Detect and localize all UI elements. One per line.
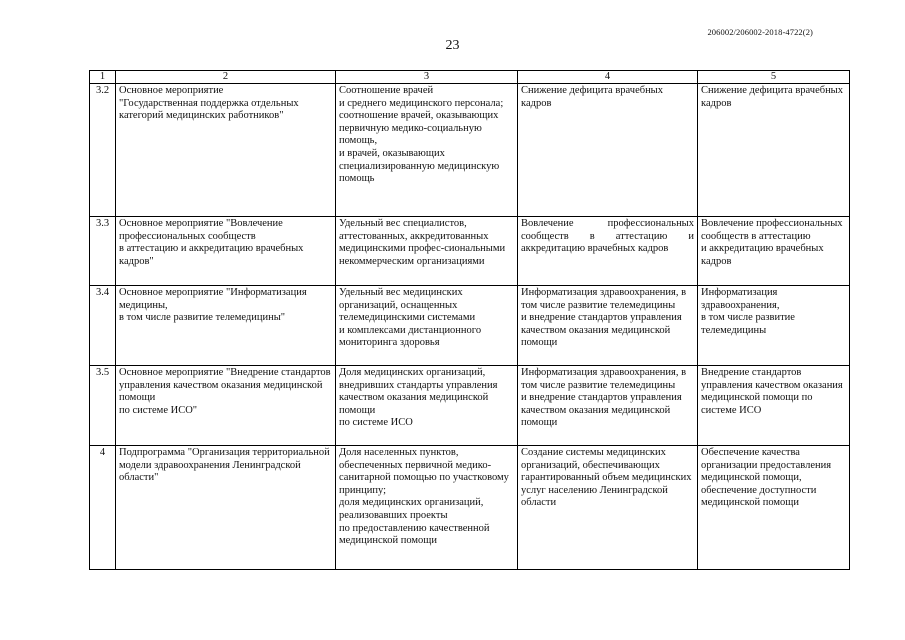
result-cell: Вовлечение профессиональных сообществ в аттестацию и аккредитацию врачебных кадров: [518, 217, 698, 286]
measure-name-cell: Основное мероприятие "Вовлечение профессиональных сообществ в аттестацию и аккредитацию врачебных кадров": [116, 217, 336, 286]
indicator-cell: Удельный вес медицинских организаций, оснащенных телемедицинскими системами и комплексами дистанционного мониторинга здоровья: [336, 286, 518, 366]
outcome-cell: Информатизация здравоохранения, в том числе развитие телемедицины: [698, 286, 850, 366]
measures-table: [89, 70, 850, 570]
table-row: [90, 446, 850, 570]
row-number: 4: [90, 446, 116, 570]
column-header: 4: [518, 71, 698, 84]
table-row: [90, 286, 850, 366]
document-id: 206002/206002-2018-4722(2): [707, 27, 813, 37]
indicator-cell: Доля медицинских организаций, внедривших стандарты управления качеством оказания медицинской помощи по системе ИСО: [336, 366, 518, 446]
column-header: 2: [116, 71, 336, 84]
outcome-cell: Снижение дефицита врачебных кадров: [698, 84, 850, 217]
indicator-cell: Доля населенных пунктов, обеспеченных первичной медико-санитарной помощью по участковому принципу; доля медицинских организаций, реализовавших проекты по предоставлению качественной медицинской помощи: [336, 446, 518, 570]
result-cell: Снижение дефицита врачебных кадров: [518, 84, 698, 217]
row-number: 3.3: [90, 217, 116, 286]
result-cell: Информатизация здравоохранения, в том числе развитие телемедицины и внедрение стандартов управления качеством оказания медицинской помощи: [518, 366, 698, 446]
column-header: 3: [336, 71, 518, 84]
page-number: 23: [445, 38, 460, 53]
table-row: [90, 84, 850, 217]
row-number: 3.2: [90, 84, 116, 217]
column-header: 5: [698, 71, 850, 84]
measure-name-cell: Подпрограмма "Организация территориальной модели здравоохранения Ленинградской области": [116, 446, 336, 570]
row-number: 3.4: [90, 286, 116, 366]
table-row: [90, 366, 850, 446]
result-cell: Информатизация здравоохранения, в том числе развитие телемедицины и внедрение стандартов управления качеством оказания медицинской помощи: [518, 286, 698, 366]
row-number: 3.5: [90, 366, 116, 446]
outcome-cell: Вовлечение профессиональных сообществ в аттестацию и аккредитацию врачебных кадров: [698, 217, 850, 286]
measure-name-cell: Основное мероприятие "Внедрение стандартов управления качеством оказания медицинской помощи по системе ИСО": [116, 366, 336, 446]
indicator-cell: Соотношение врачей и среднего медицинского персонала; соотношение врачей, оказывающих первичную медико-социальную помощь, и врачей, оказывающих специализированную медицинскую помощь: [336, 84, 518, 217]
result-cell: Создание системы медицинских организаций, обеспечивающих гарантированный объем медицинских услуг населению Ленинградской области: [518, 446, 698, 570]
measure-name-cell: Основное мероприятие "Информатизация медицины, в том числе развитие телемедицины": [116, 286, 336, 366]
outcome-cell: Обеспечение качества организации предоставления медицинской помощи, обеспечение доступности медицинской помощи: [698, 446, 850, 570]
table-row: [90, 217, 850, 286]
outcome-cell: Внедрение стандартов управления качеством оказания медицинской помощи по системе ИСО: [698, 366, 850, 446]
table-header-row: [90, 71, 850, 84]
column-header: 1: [90, 71, 116, 84]
indicator-cell: Удельный вес специалистов, аттестованных, аккредитованных медицинскими профес-сиональными некоммерческим организациями: [336, 217, 518, 286]
measure-name-cell: Основное мероприятие "Государственная поддержка отдельных категорий медицинских работников": [116, 84, 336, 217]
